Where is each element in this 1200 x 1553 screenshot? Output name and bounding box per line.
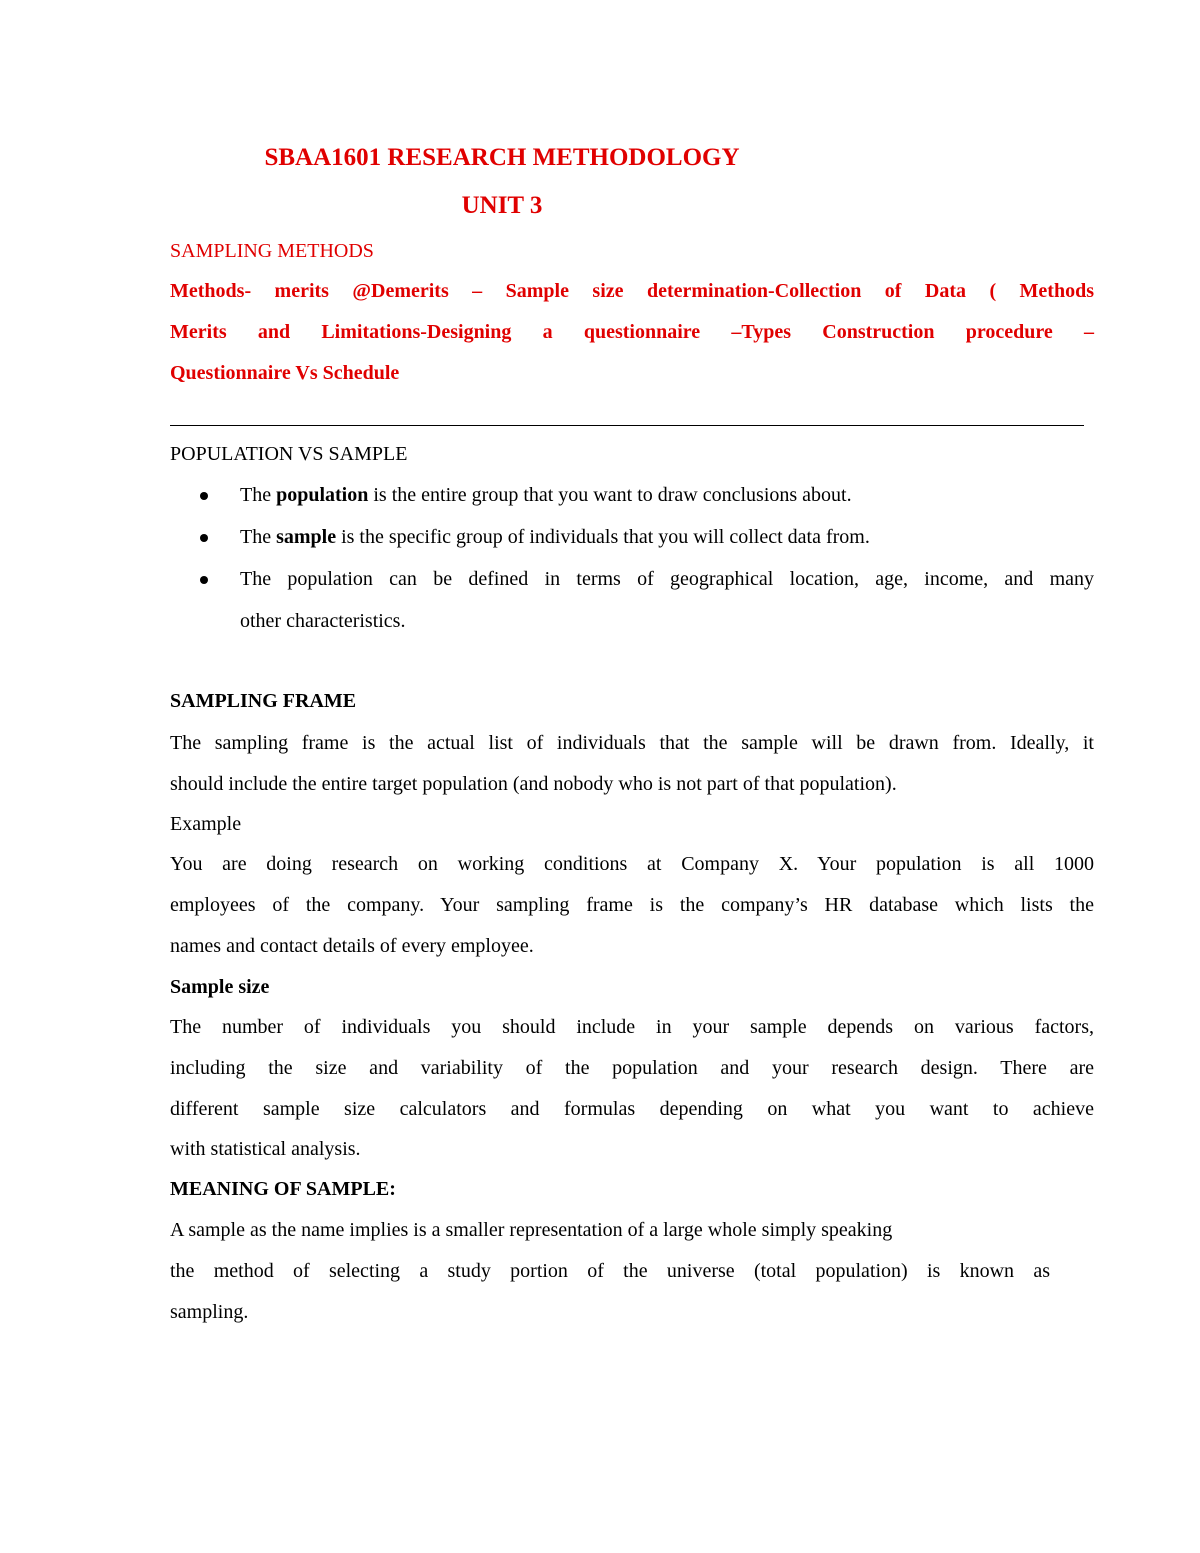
syllabus-line-3: Questionnaire Vs Schedule xyxy=(170,362,400,384)
term-population: population xyxy=(276,484,369,506)
bullet-population xyxy=(240,483,1094,507)
bullet-dot xyxy=(200,492,208,500)
syllabus-line-1: Methods- merits @Demerits – Sample size determination-Collection of Data ( Methods xyxy=(170,280,1094,302)
bullet-dot xyxy=(200,534,208,542)
example-label: Example xyxy=(170,813,242,835)
sample-size-line-4: with statistical analysis. xyxy=(170,1138,361,1160)
population-vs-sample-heading: POPULATION VS SAMPLE xyxy=(170,443,408,465)
example-line-1: You are doing research on working conditions at Company X. Your population is all 1000 xyxy=(170,853,1094,875)
course-title: SBAA1601 RESEARCH METHODOLOGY xyxy=(264,144,740,171)
sampling-frame-heading: SAMPLING FRAME xyxy=(170,690,357,712)
meaning-of-sample-heading: MEANING OF SAMPLE: xyxy=(170,1178,396,1200)
bullet-characteristics-line-1: The population can be defined in terms of geographical location, age, income, and many xyxy=(240,568,1094,590)
bullet-text: is the specific group of individuals that you will collect data from. xyxy=(336,526,870,548)
sample-size-heading: Sample size xyxy=(170,976,270,998)
section-divider xyxy=(170,425,1084,426)
sample-size-line-1: The number of individuals you should include in your sample depends on various factors, xyxy=(170,1016,1094,1038)
example-line-3: names and contact details of every employee. xyxy=(170,935,534,957)
meaning-line-3: sampling. xyxy=(170,1301,249,1323)
unit-title: UNIT 3 xyxy=(461,192,543,219)
meaning-line-2: the method of selecting a study portion of the universe (total population) is known as xyxy=(170,1260,1050,1282)
bullet-dot xyxy=(200,576,208,584)
sampling-frame-line-1: The sampling frame is the actual list of individuals that the sample will be drawn from. Ideally, it xyxy=(170,732,1094,754)
example-line-2: employees of the company. Your sampling frame is the company’s HR database which lists the xyxy=(170,894,1094,916)
bullet-sample xyxy=(240,525,1094,549)
bullet-text: The xyxy=(240,526,277,548)
sample-size-line-3: different sample size calculators and formulas depending on what you want to achieve xyxy=(170,1098,1094,1120)
bullet-text: The xyxy=(240,484,277,506)
meaning-line-1: A sample as the name implies is a smaller representation of a large whole simply speaking xyxy=(170,1219,893,1241)
sample-size-line-2: including the size and variability of the population and your research design. There are xyxy=(170,1057,1094,1079)
sampling-frame-line-2: should include the entire target population (and nobody who is not part of that population). xyxy=(170,773,897,795)
term-sample: sample xyxy=(276,526,337,548)
syllabus-heading: SAMPLING METHODS xyxy=(170,240,374,262)
syllabus-line-2: Merits and Limitations-Designing a questionnaire –Types Construction procedure – xyxy=(170,321,1094,343)
bullet-characteristics-line-2: other characteristics. xyxy=(240,610,406,632)
bullet-text: is the entire group that you want to draw conclusions about. xyxy=(368,484,852,506)
